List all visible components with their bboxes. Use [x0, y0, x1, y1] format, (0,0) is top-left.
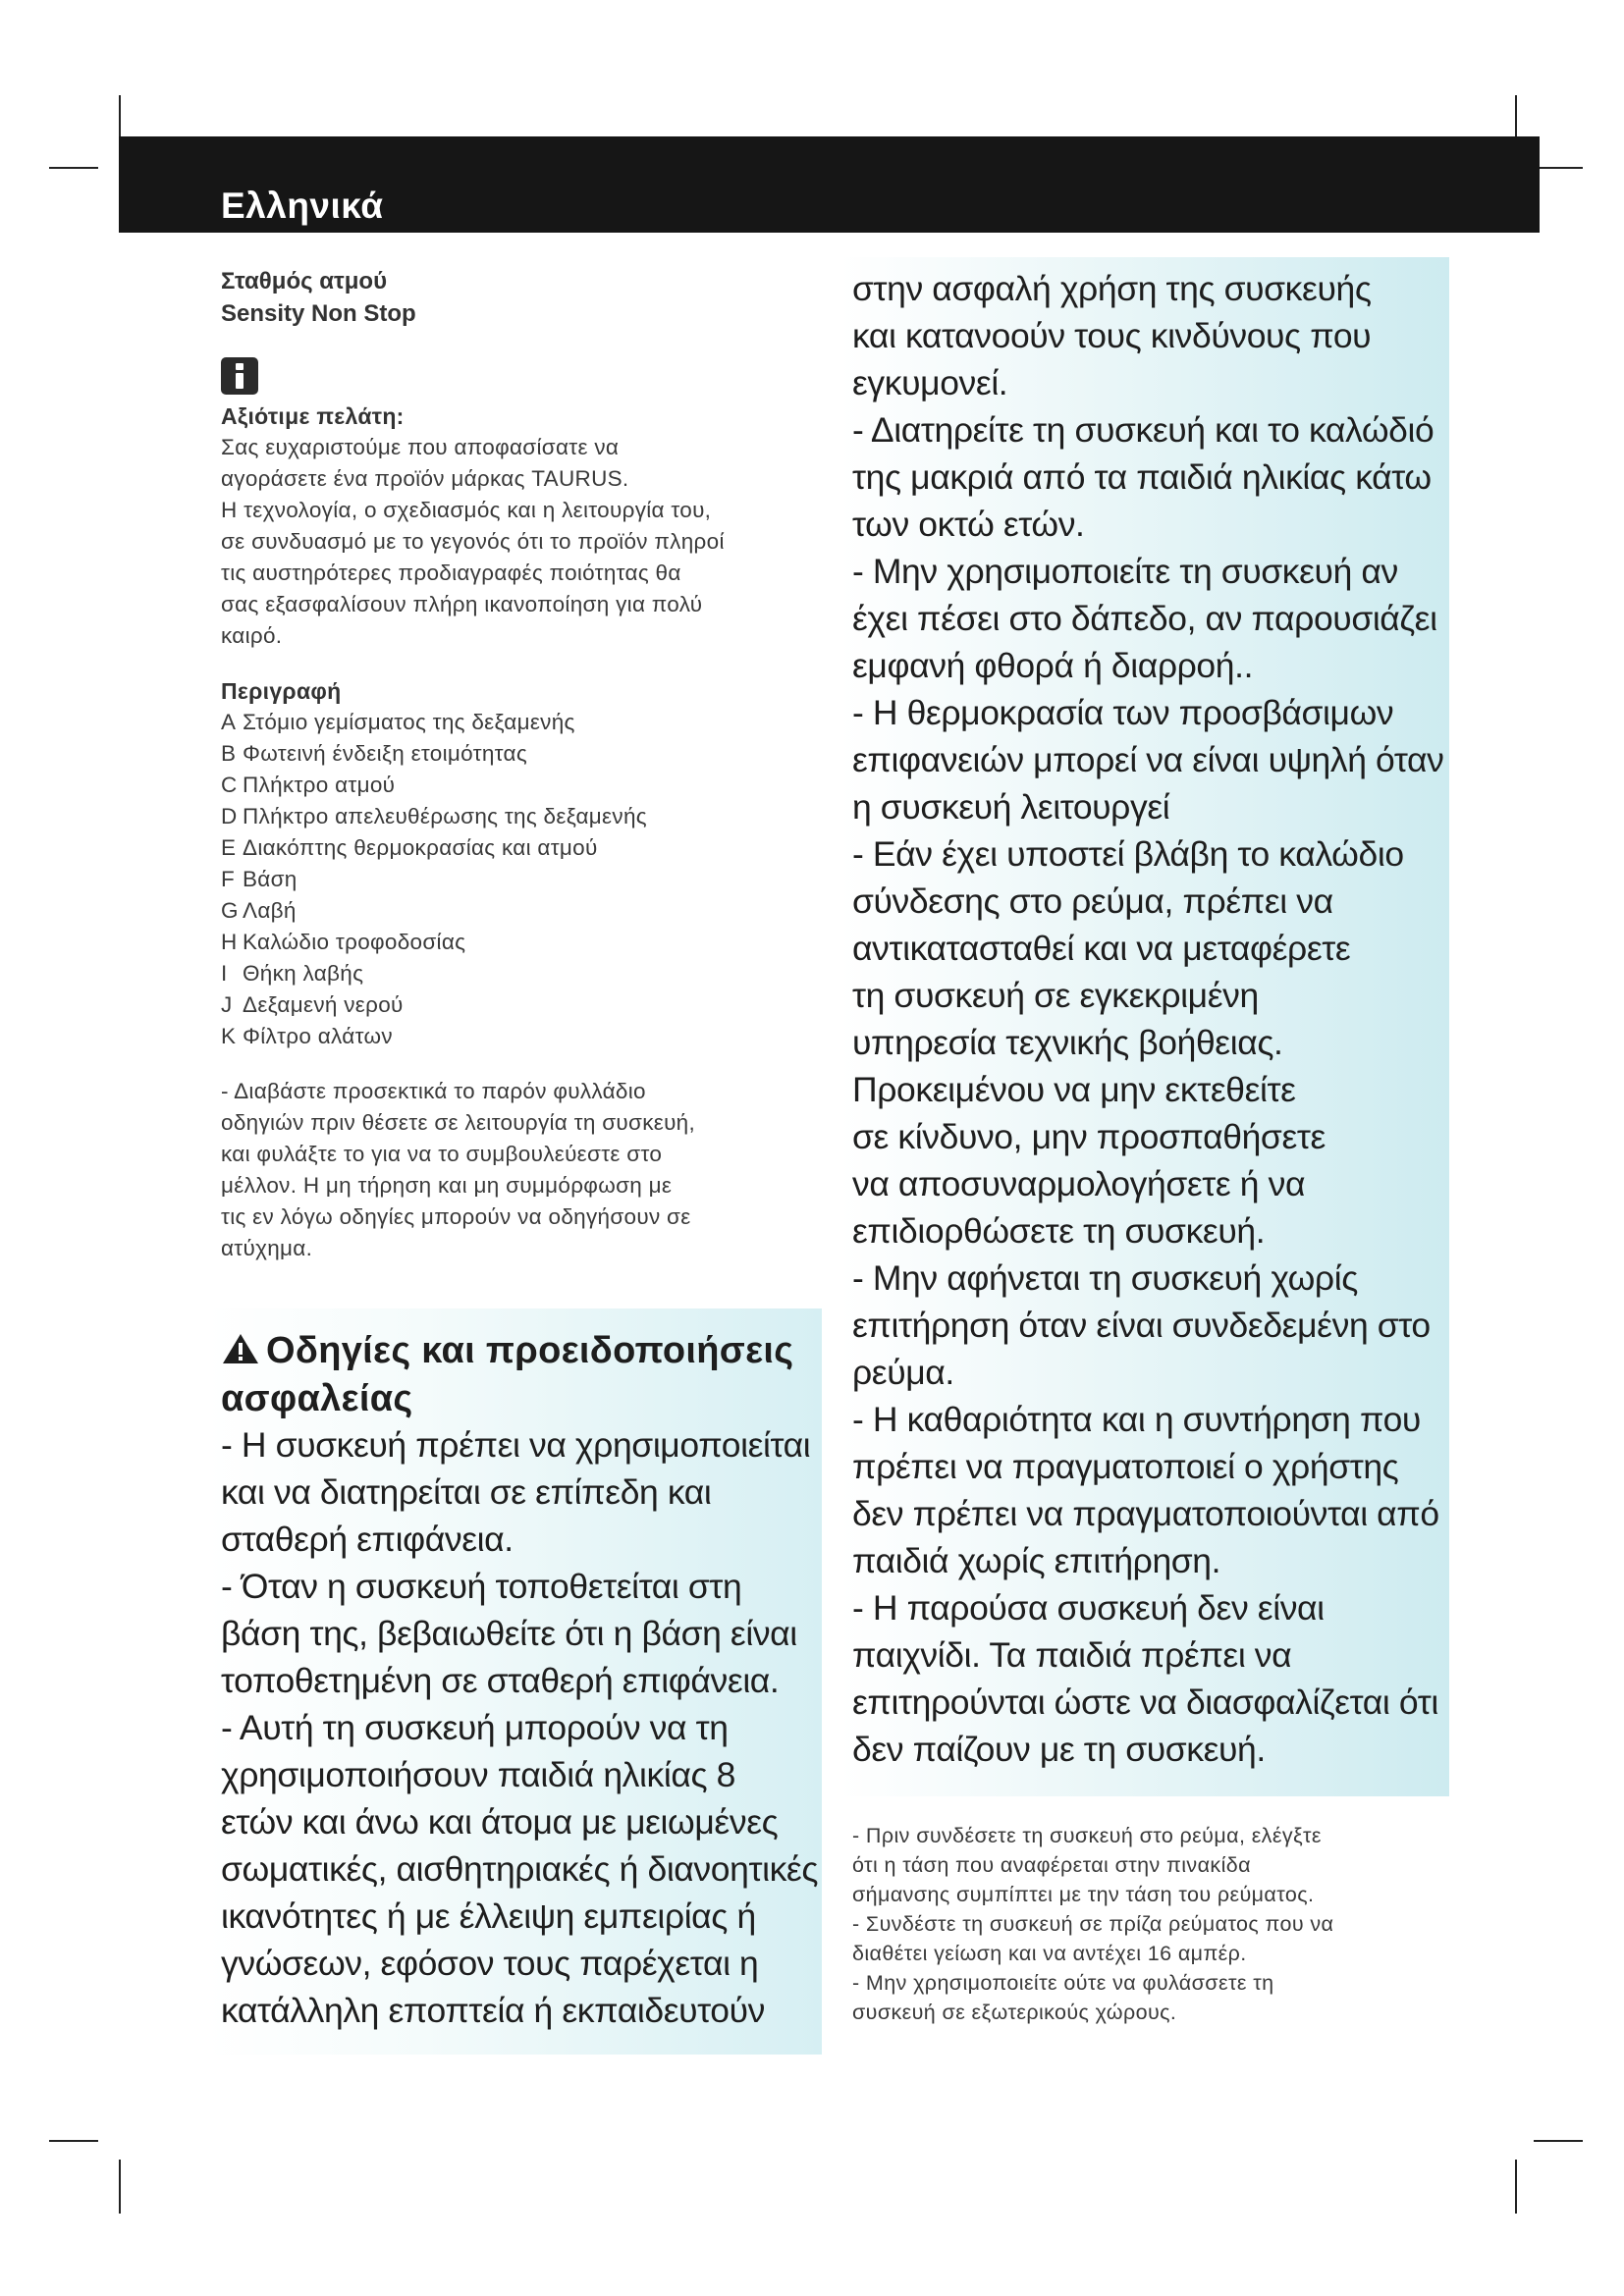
- note-line: ότι η τάση που αναφέρεται στην πινακίδα: [852, 1853, 1251, 1877]
- safety-line: δεν παίζουν με τη συσκευή.: [852, 1730, 1266, 1769]
- safety-line: παιδιά χωρίς επιτήρηση.: [852, 1541, 1221, 1580]
- safety-line: - Η καθαριότητα και η συντήρηση που: [852, 1400, 1421, 1439]
- safety-line: επιφανειών μπορεί να είναι υψηλή όταν: [852, 740, 1444, 779]
- safety-line: και κατανοούν τους κινδύνους που: [852, 316, 1372, 355]
- notice-line: - Διαβάστε προσεκτικά το παρόν φυλλάδιο: [221, 1079, 646, 1103]
- safety-line: - Διατηρείτε τη συσκευή και το καλώδιό: [852, 410, 1435, 450]
- list-item: I Θήκη λαβής: [221, 961, 364, 986]
- list-item: B Φωτεινή ένδειξη ετοιμότητας: [221, 741, 527, 766]
- safety-line: η συσκευή λειτουργεί: [852, 787, 1170, 827]
- list-item: A Στόμιο γεμίσματος της δεξαμενής: [221, 710, 575, 734]
- intro-line: σε συνδυασμό με το γεγονός ότι το προϊόν πληροί: [221, 529, 725, 554]
- warning-icon: [221, 1331, 260, 1376]
- safety-line: εμφανή φθορά ή διαρροή..: [852, 646, 1254, 685]
- notice-line: ατύχημα.: [221, 1236, 313, 1260]
- crop-mark: [1515, 2160, 1517, 2214]
- greeting-heading: Αξιότιμε πελάτη:: [221, 403, 405, 429]
- safety-line: σύνδεσης στο ρεύμα, πρέπει να: [852, 881, 1333, 921]
- safety-line: έχει πέσει στο δάπεδο, αν παρουσιάζει: [852, 599, 1437, 638]
- safety-line: κατάλληλη εποπτεία ή εκπαιδευτούν: [221, 1991, 765, 2030]
- note-line: συσκευή σε εξωτερικούς χώρους.: [852, 2001, 1177, 2024]
- language-title: Ελληνικά: [221, 186, 384, 226]
- description-heading: Περιγραφή: [221, 678, 342, 704]
- safety-line: - Εάν έχει υποστεί βλάβη το καλώδιο: [852, 834, 1404, 874]
- safety-line: - Όταν η συσκευή τοποθετείται στη: [221, 1567, 742, 1606]
- safety-line: στην ασφαλή χρήση της συσκευής: [852, 269, 1372, 308]
- safety-line: πρέπει να πραγματοποιεί ο χρήστης: [852, 1447, 1399, 1486]
- intro-line: τις αυστηρότερες προδιαγραφές ποιότητας θα: [221, 561, 681, 585]
- description-list: [221, 707, 820, 1052]
- safety-section-left: [221, 1328, 830, 2034]
- note-line: - Πριν συνδέσετε τη συσκευή στο ρεύμα, ελέγξτε: [852, 1824, 1322, 1847]
- safety-line: - Μην αφήνεται τη συσκευή χωρίς: [852, 1258, 1358, 1298]
- safety-line: σε κίνδυνο, μην προσπαθήσετε: [852, 1117, 1326, 1156]
- safety-line: τοποθετημένη σε σταθερή επιφάνεια.: [221, 1661, 780, 1700]
- safety-line: χρησιμοποιήσουν παιδιά ηλικίας 8: [221, 1755, 735, 1794]
- notice-line: και φυλάξτε το για να το συμβουλεύεστε στο: [221, 1142, 663, 1166]
- safety-line: εγκυμονεί.: [852, 363, 1008, 402]
- safety-line: ικανότητες ή με έλλειψη εμπειρίας ή: [221, 1896, 756, 1936]
- intro-line: Η τεχνολογία, ο σχεδιασμός και η λειτουργία του,: [221, 498, 712, 522]
- safety-line: - Μην χρησιμοποιείτε τη συσκευή αν: [852, 552, 1398, 591]
- safety-line: - Αυτή τη συσκευή μπορούν να τη: [221, 1708, 729, 1747]
- safety-heading-line2: ασφαλείας: [221, 1378, 413, 1419]
- notice-line: μέλλον. Η μη τήρηση και μη συμμόρφωση με: [221, 1173, 673, 1198]
- intro-line: αγοράσετε ένα προϊόν μάρκας TAURUS.: [221, 466, 629, 491]
- intro-line: σας εξασφαλίσουν πλήρη ικανοποίηση για πολύ: [221, 592, 703, 616]
- connection-notes: [852, 1821, 1441, 2027]
- safety-line: δεν πρέπει να πραγματοποιούνται από: [852, 1494, 1439, 1533]
- list-item: K Φίλτρο αλάτων: [221, 1024, 393, 1048]
- list-item: C Πλήκτρο ατμού: [221, 773, 396, 797]
- product-name-line2: Sensity Non Stop: [221, 300, 416, 327]
- left-column: [221, 265, 820, 1264]
- crop-mark: [1534, 2140, 1583, 2142]
- notice-line: οδηγιών πριν θέσετε σε λειτουργία τη συσκευή,: [221, 1110, 696, 1135]
- list-item: E Διακόπτης θερμοκρασίας και ατμού: [221, 835, 598, 860]
- safety-line: τη συσκευή σε εγκεκριμένη: [852, 976, 1259, 1015]
- safety-line: βάση της, βεβαιωθείτε ότι η βάση είναι: [221, 1614, 797, 1653]
- list-item: H Καλώδιο τροφοδοσίας: [221, 930, 466, 954]
- safety-line: σωματικές, αισθητηριακές ή διανοητικές: [221, 1849, 819, 1889]
- crop-mark: [1534, 167, 1583, 169]
- safety-line: - Η συσκευή πρέπει να χρησιμοποιείται: [221, 1425, 811, 1465]
- info-icon: [221, 357, 258, 395]
- list-item: G Λαβή: [221, 898, 297, 923]
- safety-left-text: [221, 1421, 830, 2034]
- safety-right-text: [852, 265, 1451, 1773]
- note-line: - Συνδέστε τη συσκευή σε πρίζα ρεύματος που να: [852, 1912, 1334, 1936]
- product-name-line1: Σταθμός ατμού: [221, 268, 388, 294]
- intro-line: Σας ευχαριστούμε που αποφασίσατε να: [221, 435, 620, 459]
- note-line: σήμανσης συμπίπτει με την τάση του ρεύματος.: [852, 1883, 1315, 1906]
- safety-line: αντικατασταθεί και να μεταφέρετε: [852, 929, 1351, 968]
- safety-line: επιτηρούνται ώστε να διασφαλίζεται ότι: [852, 1682, 1438, 1722]
- safety-line: και να διατηρείται σε επίπεδη και: [221, 1472, 712, 1512]
- safety-line: παιχνίδι. Τα παιδιά πρέπει να: [852, 1635, 1292, 1675]
- safety-line: ετών και άνω και άτομα με μειωμένες: [221, 1802, 779, 1842]
- safety-line: επιδιορθώσετε τη συσκευή.: [852, 1211, 1266, 1251]
- safety-line: ρεύμα.: [852, 1353, 954, 1392]
- safety-line: γνώσεων, εφόσον τους παρέχεται η: [221, 1944, 759, 1983]
- safety-line: της μακριά από τα παιδιά ηλικίας κάτω: [852, 457, 1432, 497]
- language-header-bar: [119, 136, 1540, 233]
- crop-mark: [49, 2140, 98, 2142]
- safety-line: επιτήρηση όταν είναι συνδεδεμένη στο: [852, 1306, 1431, 1345]
- notice-line: τις εν λόγω οδηγίες μπορούν να οδηγήσουν σε: [221, 1204, 691, 1229]
- safety-line: των οκτώ ετών.: [852, 505, 1085, 544]
- list-item: J Δεξαμενή νερού: [221, 992, 404, 1017]
- safety-heading-line1: Οδηγίες και προειδοποιήσεις: [266, 1330, 794, 1371]
- crop-mark: [119, 2160, 121, 2214]
- crop-mark: [49, 167, 98, 169]
- safety-section-right: [852, 265, 1451, 1773]
- safety-line: σταθερή επιφάνεια.: [221, 1520, 514, 1559]
- note-line: διαθέτει γείωση και να αντέχει 16 αμπέρ.: [852, 1942, 1247, 1965]
- intro-line: καιρό.: [221, 623, 283, 648]
- list-item: F Βάση: [221, 867, 298, 891]
- safety-line: - Η θερμοκρασία των προσβάσιμων: [852, 693, 1394, 732]
- safety-line: υπηρεσία τεχνικής βοήθειας.: [852, 1023, 1283, 1062]
- safety-heading: [221, 1328, 830, 1376]
- note-line: - Μην χρησιμοποιείτε ούτε να φυλάσσετε τη: [852, 1971, 1274, 1995]
- safety-line: να αποσυναρμολογήσετε ή να: [852, 1164, 1306, 1203]
- list-item: D Πλήκτρο απελευθέρωσης της δεξαμενής: [221, 804, 647, 828]
- safety-line: - Η παρούσα συσκευή δεν είναι: [852, 1588, 1325, 1628]
- safety-line: Προκειμένου να μην εκτεθείτε: [852, 1070, 1296, 1109]
